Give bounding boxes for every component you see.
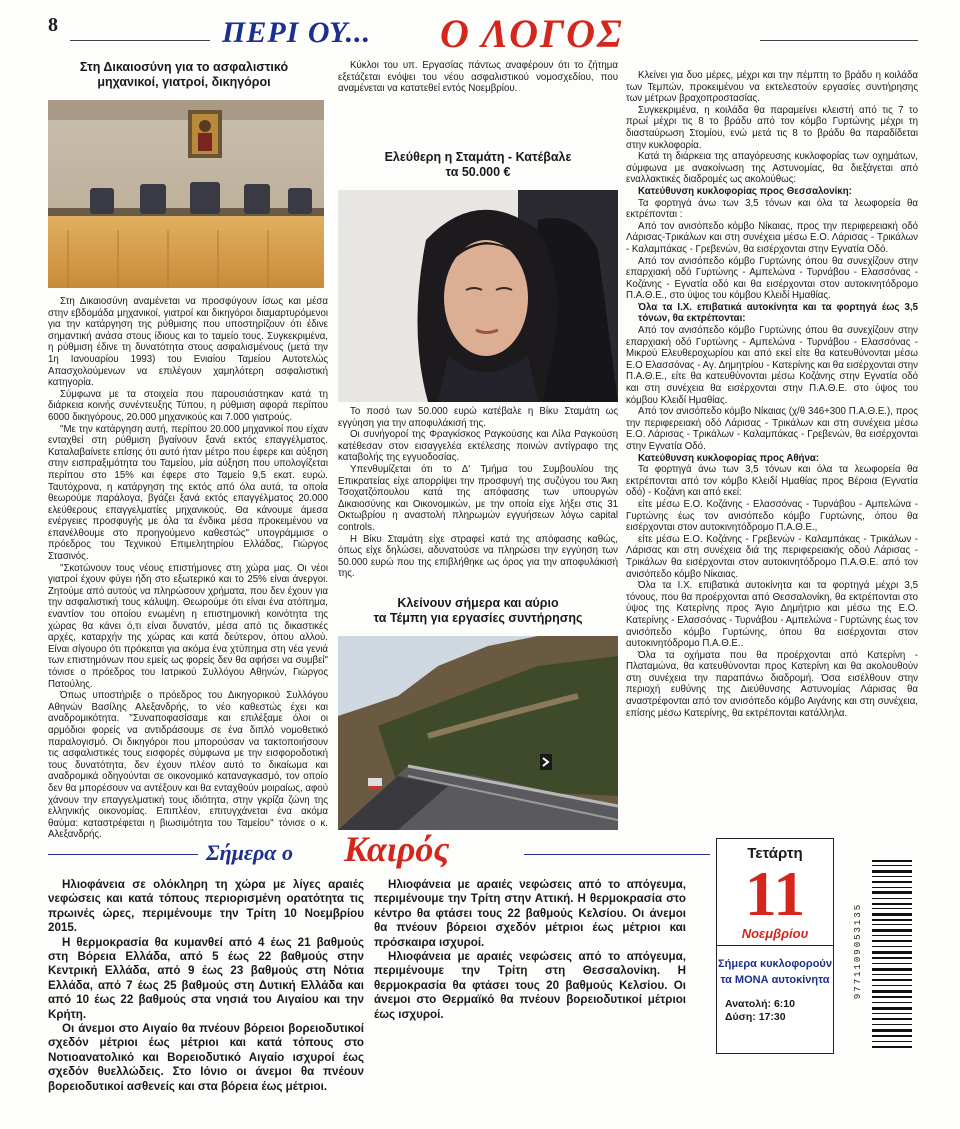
subheading: Κατεύθυνση κυκλοφορίας προς Αθήνα:: [638, 452, 820, 464]
weekday: Τετάρτη: [747, 845, 803, 862]
article1-body-col2: [338, 60, 618, 95]
paragraph: Από τον ανισόπεδο κόμβο Νίκαιας (χ/θ 346+300 Π.Α.Θ.Ε.), προς την περιφερειακή οδό Λάρισας - Τρικάλων και στη συνέχεια μέσω Ε.Ο. Λάρισας - Τρικάλων - Καλαμπάκας - Γρεβενών, θα εισέρχονται στην Εγνατία Οδό.: [626, 406, 918, 452]
sunset-time: 17:30: [758, 1011, 786, 1023]
subheading: Κατεύθυνση κυκλοφορίας προς Θεσσαλονίκη:: [638, 185, 852, 197]
article1-body-col1: [48, 296, 328, 841]
paragraph: Κατά τη διάρκεια της απαγόρευσης κυκλοφορίας των οχημάτων, σύμφωνα με ανακοίνωση της Αστυνομίας, θα διεξάγεται από εναλλακτικές διαδρομές ως ακολούθως:: [626, 151, 918, 186]
paragraph: Τα φορτηγά άνω των 3,5 τόνων και όλα τα λεωφορεία θα εκτρέπονται από τον κόμβο Κλειδί Ημαθίας προς Βέροια (Εγνατία οδό) - Κοζάνη και από εκεί:: [626, 464, 918, 499]
month: Νοεμβρίου: [717, 926, 833, 946]
sunrise-label: Ανατολή:: [725, 998, 772, 1010]
traffic-notice: Σήμερα κυκλοφορούν τα ΜΟΝΑ αυτοκίνητα: [718, 958, 832, 986]
masthead-rule-left: [70, 40, 210, 41]
barcode: [846, 856, 916, 1052]
article3-headline: Κλείνουν σήμερα και αύριο τα Τέμπη για εργασίες συντήρησης: [373, 596, 583, 625]
paragraph: Η Βίκυ Σταμάτη είχε στραφεί κατά της απόφασης καθώς, όπως είχε δηλώσει, αδυνατούσε να πληρώσει την εγγύηση των 50.000 ευρώ που της επιβλήθηκε ως όρος για την αποφυλάκισή της.: [338, 533, 618, 580]
paragraph: Όπως υποστήριξε ο πρόεδρος του Δικηγορικού Συλλόγου Αθηνών Βασίλης Αλεξανδρής, το νέο καθεστώς έχει και αναδρομικότητα. "Συναποφασίσαμε και επιλέξαμε όλοι οι αρμόδιοι φορείς να αντιδράσουμε σε ένα διπλό νομοθετικό παραλογισμό. Οι δικηγόροι που μπορούσαν να τακτοποιήσουν τις ασφαλιστικές τους εισφορές σύμφωνα με την εισφοροδοτική τους δυνατότητα, δεν έχουν πλέον αυτό το δικαίωμα και αναδρομικά οδηγούνται σε οικονομικό καταναγκασμό, τον οποίο δεν θα μπορέσουν να αντέξουν και θα ενταχθούν μοιραίως, αφού χάνουν την επαγγελματική τους ιδιότητα, στην γκρίζα ζώνη της ελληνικής οικονομίας. Επιπλέον, επιτυγχάνεται ένα ακόμα θαύμα: καταστρέφεται η βιωσιμότητα του Ταμείου" τόνισε ο κ. Αλεξανδρής.: [48, 690, 328, 841]
paragraph: "Σκοτώνουν τους νέους επιστήμονες στη χώρα μας. Οι νέοι γιατροί έχουν φύγει ήδη στο εξωτερικό και το 25% είναι άνεργοι. Ζητούμε από αυτούς να πληρώσουν χρήματα, που δεν έχουν για την ασφαλιστική τους κάλυψη. Θεωρούμε ότι είναι ένα ατόπημα, εναντίον του οποίου ενωμένη η επιστημονική κοινότητα της χώρας θα κάνει ό,τι είναι δυνατόν, μέσα από τις δικαστικές αρχές, καταρχήν της χώρας και κατά δεύτερον, όπου αλλού. Είναι σίγουρο ότι πρόκειται για ακόμα ένα χτύπημα στη νέα γενιά των επιστημόνων που εμείς ως φορείς δεν θα αφήσει να συμβεί" τόνισε ο πρόεδρος του Ιατρικού Συλλόγου Αθηνών, Γιώργος Πατούλης.: [48, 562, 328, 690]
paragraph: Οι άνεμοι στο Αιγαίο θα πνέουν βόρειοι βορειοδυτικοί σχεδόν μέτριοι έως μέτριοι και κατά τόπους στο Νοτιοανατολικό και Βορειοδυτικό Αιγαίο ισχυροί έως σχεδόν θυελλώδεις. Στο Ιόνιο οι άνεμοι θα πνέουν βορειοδυτικοί ασθενείς και στα βόρεια έως μέτριοι.: [48, 1022, 364, 1093]
paragraph: Σύμφωνα με τα στοιχεία που παρουσιάστηκαν κατά τη διάρκεια κοινής συνέντευξης Τύπου, η ρύθμιση αφορά περίπου 6000 δικηγόρους, 20.000 μηχανικούς και 7.000 γιατρούς.: [48, 388, 328, 423]
paragraph: Κύκλοι του υπ. Εργασίας πάντως αναφέρουν ότι το ζήτημα εξετάζεται ενόψει του νέου ασφαλιστικού νομοσχεδίου, που αναμένεται να κατατεθεί εντός Νοεμβρίου.: [338, 60, 618, 95]
sun-times: [725, 998, 833, 1024]
tempi-road-photo: [338, 636, 618, 830]
paragraph: Από τον ανισόπεδο κόμβο Γυρτώνης όπου θα συνεχίζουν στην επαρχιακή οδό Γυρτώνης - Αμπελώνα - Τυρνάβου - Ελασσόνας - Μικρού Ελευθεροχωρίου και από εκεί είτε θα κατευθύνονται μέσω Ε.Ο Ελασσόνας - Αγ. Δημητρίου - Κατερίνης και θα εισέρχονται στην Π.Α.Θ.Ε., είτε θα κατευθύνονται μέσω Κοζάνης στην Εγνατία οδό και στη συνέχεια θα εισέρχονται στην Π.Α.Θ.Ε. στο ύψος του κόμβου Κλειδί Ημαθίας.: [626, 325, 918, 406]
barcode-number: 9771109053135: [853, 902, 863, 1000]
paragraph: Η θερμοκρασία θα κυμανθεί από 4 έως 21 βαθμούς στη Βόρεια Ελλάδα, από 5 έως 22 βαθμούς στην Κεντρική Ελλάδα, από 9 έως 23 βαθμούς στη Νότια Ελλάδα, από 7 έως 25 βαθμούς στη Δυτική Ελλάδα και από 10 έως 22 βαθμούς στα νησιά του Αιγαίου και την Κρήτη.: [48, 935, 364, 1021]
paragraph: Στη Δικαιοσύνη αναμένεται να προσφύγουν ίσως και μέσα στην εβδομάδα μηχανικοί, γιατροί και δικηγόροι διαμαρτυρόμενοι για την κατάργηση της ρύθμισης που υποστηρίζουν ότι έδινε σημαντική ανάσα στους ίδιους και το ταμείο τους. Συγκεκριμένα, η ρύθμιση έδινε τη δυνατότητα στους ασφαλισμένους (μετά την 1η Ιανουαρίου 1993) του Ενιαίου Ταμείου Αυτοτελώς Απασχολούμενων να επιλέγουν χαμηλότερη ασφαλιστική κατηγορία.: [48, 296, 328, 389]
weather-title-right: Καιρός: [344, 829, 450, 869]
weather-rule-right: [524, 854, 710, 855]
courtroom-photo: [48, 100, 324, 288]
paragraph: Οι συνήγοροί της Φραγκίσκος Ραγκούσης και Λίλα Ραγκούση κατέθεσαν στον εισαγγελέα εκτέλεσης ποινών αντίγραφο της καταβολής της εγγυοδοσίας.: [338, 429, 618, 464]
paragraph: Από τον ανισόπεδο κόμβο Νίκαιας, προς την περιφερειακή οδό Λάρισας-Τρικάλων και στη συνέχεια μέσω Ε.Ο. Λάρισας - Τρικάλων - Καλαμπάκας - Γρεβενών, θα εισέρχονται στην Εγνατία Οδό.: [626, 220, 918, 255]
weather-rule-left: [48, 854, 198, 855]
paragraph: Από τον ανισόπεδο κόμβο Γυρτώνης όπου θα συνεχίζουν στην επαρχιακή οδό Γυρτώνης - Αμπελώνα - Τυρνάβου - Ελασσόνας - Κοζάνης - Εγνατία οδό και θα εισέρχονται στον αυτοκινητόδρομο Π.Α.Θ.Ε., στο ύψος του κόμβου Κλειδί Ημαθίας.: [626, 255, 918, 302]
masthead-rule-right: [760, 40, 918, 41]
day-number: 11: [744, 858, 806, 929]
date-box: [716, 838, 834, 1054]
paragraph: Κλείνει για δυο μέρες, μέχρι και την πέμπτη το βράδυ η κοιλάδα των Τεμπών, προκειμένου να εκτελεστούν εργασίες συντήρησης των μέτρων βραχοπροστασίας.: [626, 70, 918, 105]
paragraph: είτε μέσω Ε.Ο. Κοζάνης - Γρεβενών - Καλαμπάκας - Τρικάλων - Λάρισας και στη συνέχεια διά της περιφερειακής οδού Λάρισας - Τρικάλων θα εισέρχονται στον αυτοκινητόδρομο Π.Α.Θ.Ε. από τον ανισόπεδο κόμβο Νίκαιας.: [626, 533, 918, 580]
sunrise-time: 6:10: [773, 998, 795, 1010]
masthead-title-left: ΠΕΡΙ ΟΥ...: [222, 16, 372, 49]
article2-body: [338, 406, 618, 580]
paragraph: Υπενθυμίζεται ότι το Δ' Τμήμα του Συμβουλίου της Επικρατείας είχε απορρίψει την προσφυγή της συζύγου του Άκη Τσοχατζόπουλου κατά της απόφασης των υπουργών Δικαιοσύνης και Οικονομικών, με την οποία είχε λήξει στις 31 Οκτωβρίου η αναστολή πληρωμών εγγυήσεων λόγω capital controls.: [338, 463, 618, 533]
paragraph: Όλα τα Ι.Χ. επιβατικά αυτοκίνητα και τα φορτηγά μέχρι 3,5 τόνους, που θα προέρχονται από Θεσσαλονίκη, θα εκτρέπονται στο ύψος της Κατερίνης προς Άγιο Δημήτριο και μέσω της Ε.Ο. Κατερίνης - Ελασσόνας - Τυρνάβου - Αμπελώνα - Γυρτώνης έως τον ανισόπεδο κόμβο Γυρτώνης, όπου θα εισέρχονται στον αυτοκινητόδρομο Π.Α.Θ.Ε..: [626, 580, 918, 650]
masthead-title-right: Ο ΛΟΓΟΣ: [440, 11, 624, 56]
paragraph: Ηλιοφάνεια σε ολόκληρη τη χώρα με λίγες αραιές νεφώσεις και κατά τόπους περιορισμένη ορατότητα τις πρωινές ώρες, περιμένουμε την Τρίτη 10 Νοεμβρίου 2015.: [48, 878, 364, 935]
paragraph: είτε μέσω Ε.Ο. Κοζάνης - Ελασσόνας - Τυρνάβου - Αμπελώνα - Γυρτώνης έως τον ανισόπεδο κόμβο Γυρτώνης, όπου θα εισέρχονται στον αυτοκινητόδρομο Π.Α.Θ.Ε.,: [626, 498, 918, 534]
article2-headline: Ελεύθερη η Σταμάτη - Κατέβαλε τα 50.000 €: [384, 150, 572, 179]
paragraph: Συγκεκριμένα, η κοιλάδα θα παραμείνει κλειστή από τις 7 το πρωί μέχρι τις 8 το βράδυ από τον κόμβο Γυρτώνης μέχρι τη διασταύρωση Στομίου, ενώ μετά τις 8 το βράδυ θα παραδίδεται στην κυκλοφορία.: [626, 104, 918, 151]
sunset-label: Δύση:: [725, 1011, 756, 1023]
article1-headline: Στη Δικαιοσύνη για το ασφαλιστικό μηχανικοί, γιατροί, δικηγόροι: [79, 60, 289, 89]
paragraph: Ηλιοφάνεια με αραιές νεφώσεις από το απόγευμα, περιμένουμε την Τρίτη στη Θεσσαλονίκη. Η θερμοκρασία θα φτάσει τους 20 βαθμούς Κελσίου. Οι άνεμοι στο Θερμαϊκό θα πνέουν βορειοδυτικοί μέτριοι έως ισχυροί.: [374, 950, 686, 1021]
weather-title-left: Σήμερα ο: [206, 840, 293, 865]
stamati-photo: [338, 190, 618, 402]
article3-body: [626, 70, 918, 719]
paragraph: Ηλιοφάνεια με αραιές νεφώσεις από το απόγευμα, περιμένουμε την Τρίτη στην Αττική. Η θερμοκρασία στο κέντρο θα φτάσει τους 22 βαθμούς Κελσίου. Οι άνεμοι θα πνέουν βόρειοι σχεδόν μέτριοι έως μέτριοι και πρόσκαιρα ισχυροί.: [374, 878, 686, 949]
paragraph: Όλα τα οχήματα που θα προέρχονται από Κατερίνη - Πλαταμώνα, θα κατευθύνονται προς Κατερίνη και θα ακολουθούν στη συνέχεια την παραπάνω διαδρομή. Όσα εισέλθουν στην περιοχή ευθύνης της Διεύθυνσης Αστυνομίας Λάρισας θα αναστρέφονται από τον ανισόπεδο κόμβο Αιγάνης και στη συνέχεια, επίσης μέσω Κατερίνης, θα εκτρέπονται κατάλληλα.: [626, 649, 918, 719]
weather-body-col2: [374, 878, 686, 1022]
paragraph: Το ποσό των 50.000 ευρώ κατέβαλε η Βίκυ Σταμάτη ως εγγύηση για την αποφυλάκισή της.: [338, 406, 618, 429]
paragraph: "Με την κατάργηση αυτή, περίπου 20.000 μηχανικοί που είχαν ενταχθεί στη ρύθμιση βγαίνουν ξανά εκτός επαγγέλματος. Καταλαβαίνετε επίσης ότι αυτό ήταν μέτρο που έφερε και αύξηση στην εισπραξιμότητα του Ταμείου, μία αύξηση που υπολογίζεται περίπου στο 15% και έφερε στο Ταμείο 9,5 εκατ. ευρώ. Ταυτόχρονα, η κατάργηση της εκτός από όλα αυτά, τα οποία θεωρούμε παράλογα, βγάζει ξανά εκτός επαγγέλματος 20.000 ελεύθερους επαγγελματίες μηχανικούς. Θα κάνουμε άμεσα ενέργειες προσφυγής με όλα τα ένδικα μέσα προκειμένου να επανέλθουμε στο προηγούμενο καθεστώς" υπογράμμισε ο πρόεδρος του Τεχνικού Επιμελητηρίου Ελλάδας, Γιώργος Στασινός.: [48, 423, 328, 563]
weather-body-col1: [48, 878, 364, 1094]
page-number: 8: [48, 14, 58, 36]
paragraph: Τα φορτηγά άνω των 3,5 τόνων και όλα τα λεωφορεία θα εκτρέπονται :: [626, 197, 918, 221]
subheading: Όλα τα Ι.Χ. επιβατικά αυτοκίνητα και τα φορτηγά έως 3,5 τόνων, θα εκτρέπονται:: [638, 301, 918, 325]
